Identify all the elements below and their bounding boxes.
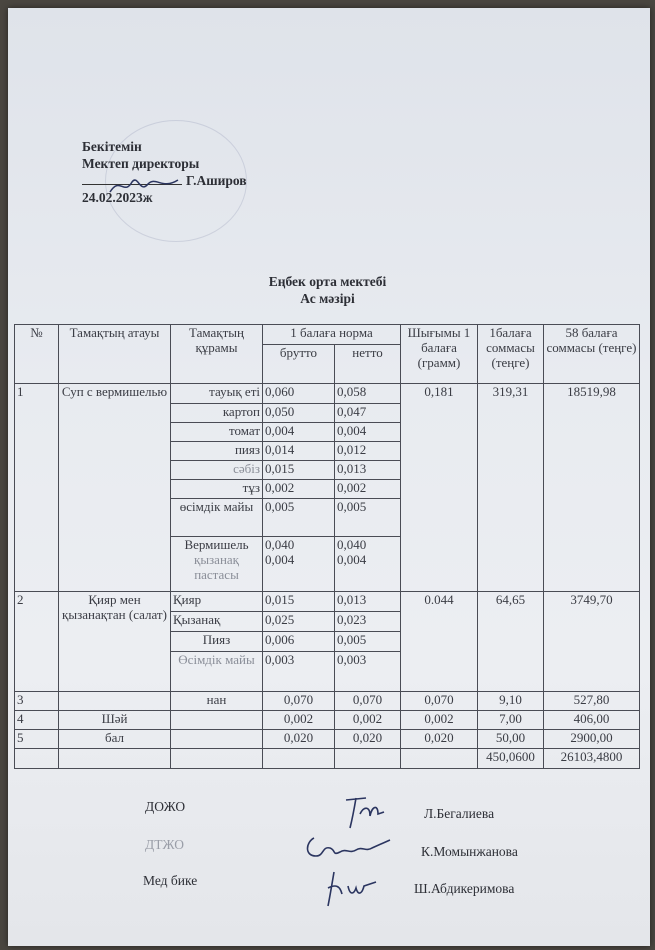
row-sum58: 2900,00 [544,730,640,749]
dish-sum58: 3749,70 [544,592,640,692]
ingredient-name: Қияр [171,592,263,612]
ingredient-brutto: 0,014 [263,442,335,461]
totals-row [15,749,640,769]
row-comp [171,730,263,749]
col-header-norm: 1 балаға норма [263,325,401,345]
row-netto: 0,002 [335,711,401,730]
ingredient-brutto: 0,040 [265,537,295,552]
col-header-brutto: брутто [263,345,335,384]
table-row [15,711,640,730]
ingredient-brutto: 0,002 [263,480,335,499]
footer-name-3: Ш.Абдикеримова [414,881,515,896]
row-usage: 0,002 [401,711,478,730]
dish-usage: 0.044 [401,592,478,692]
row-name: бал [59,730,171,749]
total-sum58: 26103,4800 [544,749,640,769]
menu-table [14,324,640,769]
approval-date: 24.02.2023ж [82,190,153,205]
row-sum58: 527,80 [544,692,640,711]
ingredient-netto: 0,047 [335,404,401,423]
row-usage: 0,070 [401,692,478,711]
row-num: 3 [15,692,59,711]
dish-sum58: 18519,98 [544,384,640,592]
approval-signer: Г.Аширов [186,173,247,188]
ingredient-brutto: 0,004 [265,552,295,567]
row-sum1: 9,10 [478,692,544,711]
school-name: Еңбек орта мектебі [268,274,387,289]
ingredient-brutto: 0,004 [263,423,335,442]
col-header-sum1: 1балаға соммасы (теңге) [478,325,544,384]
col-header-num: № [15,325,59,384]
ingredient-name: қызанақ пастасы [194,552,239,582]
ingredient-netto: 0,005 [335,632,401,652]
row-sum1: 50,00 [478,730,544,749]
row-usage: 0,020 [401,730,478,749]
row-sum1: 7,00 [478,711,544,730]
ingredient-name: Қызанақ [171,612,263,632]
ingredient-brutto: 0,015 [263,461,335,480]
dish-name: Қияр мен қызанақтан (салат) [59,592,171,692]
footer-name-1: Л.Бегалиева [424,806,495,821]
ingredient-brutto: 0,005 [263,499,335,537]
table-row [15,592,640,612]
table-header-row [15,325,640,345]
col-header-netto: нетто [335,345,401,384]
ingredient-netto: 0,058 [335,384,401,404]
row-netto: 0,020 [335,730,401,749]
document-title [0,273,655,307]
dish-num: 1 [15,384,59,592]
menu-title: Ас мәзірі [300,291,355,306]
ingredient-name: тұз [171,480,263,499]
footer-role-3: Мед бике [143,873,198,888]
ingredient-brutto-multi [263,537,335,592]
signature-2 [300,828,396,866]
dish-num: 2 [15,592,59,692]
ingredient-brutto: 0,025 [263,612,335,632]
table-row [15,384,640,404]
ingredient-name: томат [171,423,263,442]
col-header-sum58: 58 балаға соммасы (теңге) [544,325,640,384]
col-header-dish-name: Тамақтың атауы [59,325,171,384]
dish-name: Суп с вермишелью [59,384,171,592]
row-brutto: 0,002 [263,711,335,730]
ingredient-name: картоп [171,404,263,423]
ingredient-brutto: 0,060 [263,384,335,404]
ingredient-netto: 0,004 [335,423,401,442]
ingredient-netto-multi [335,537,401,592]
ingredient-brutto: 0,006 [263,632,335,652]
footer-role-2: ДТЖО [145,837,184,852]
ingredient-netto: 0,013 [335,592,401,612]
approval-title: Бекітемін [82,139,142,154]
director-signature [106,170,186,200]
row-netto: 0,070 [335,692,401,711]
ingredient-brutto: 0,003 [263,652,335,692]
row-brutto: 0,020 [263,730,335,749]
row-name: Шәй [59,711,171,730]
ingredient-name: өсімдік майы [171,499,263,537]
row-num: 4 [15,711,59,730]
dish-sum1: 319,31 [478,384,544,592]
col-header-usage: Шығымы 1 балаға (грамм) [401,325,478,384]
ingredient-netto: 0,040 [337,537,367,552]
approval-position: Мектеп директоры [82,156,200,171]
row-sum58: 406,00 [544,711,640,730]
ingredient-netto: 0,005 [335,499,401,537]
table-row [15,730,640,749]
table-row [15,692,640,711]
ingredient-brutto: 0,050 [263,404,335,423]
ingredient-name: тауық еті [171,384,263,404]
ingredient-netto: 0,012 [335,442,401,461]
dish-usage: 0,181 [401,384,478,592]
ingredient-netto: 0,004 [337,552,367,567]
ingredient-netto: 0,023 [335,612,401,632]
ingredient-brutto: 0,015 [263,592,335,612]
row-num: 5 [15,730,59,749]
ingredient-name: Пияз [171,632,263,652]
dish-sum1: 64,65 [478,592,544,692]
ingredient-name-multi [171,537,263,592]
row-name [59,692,171,711]
ingredient-name: Өсімдік майы [171,652,263,692]
row-comp: нан [171,692,263,711]
ingredient-netto: 0,013 [335,461,401,480]
row-comp [171,711,263,730]
ingredient-name: сәбіз [171,461,263,480]
ingredient-name: пияз [171,442,263,461]
footer-role-1: ДОЖО [145,799,186,814]
row-brutto: 0,070 [263,692,335,711]
footer-name-2: К.Момынжанова [421,844,518,859]
total-sum1: 450,0600 [478,749,544,769]
signature-3 [320,868,382,908]
col-header-composition: Тамақтың құрамы [171,325,263,384]
ingredient-netto: 0,002 [335,480,401,499]
ingredient-name: Вермишель [184,537,249,552]
ingredient-netto: 0,003 [335,652,401,692]
